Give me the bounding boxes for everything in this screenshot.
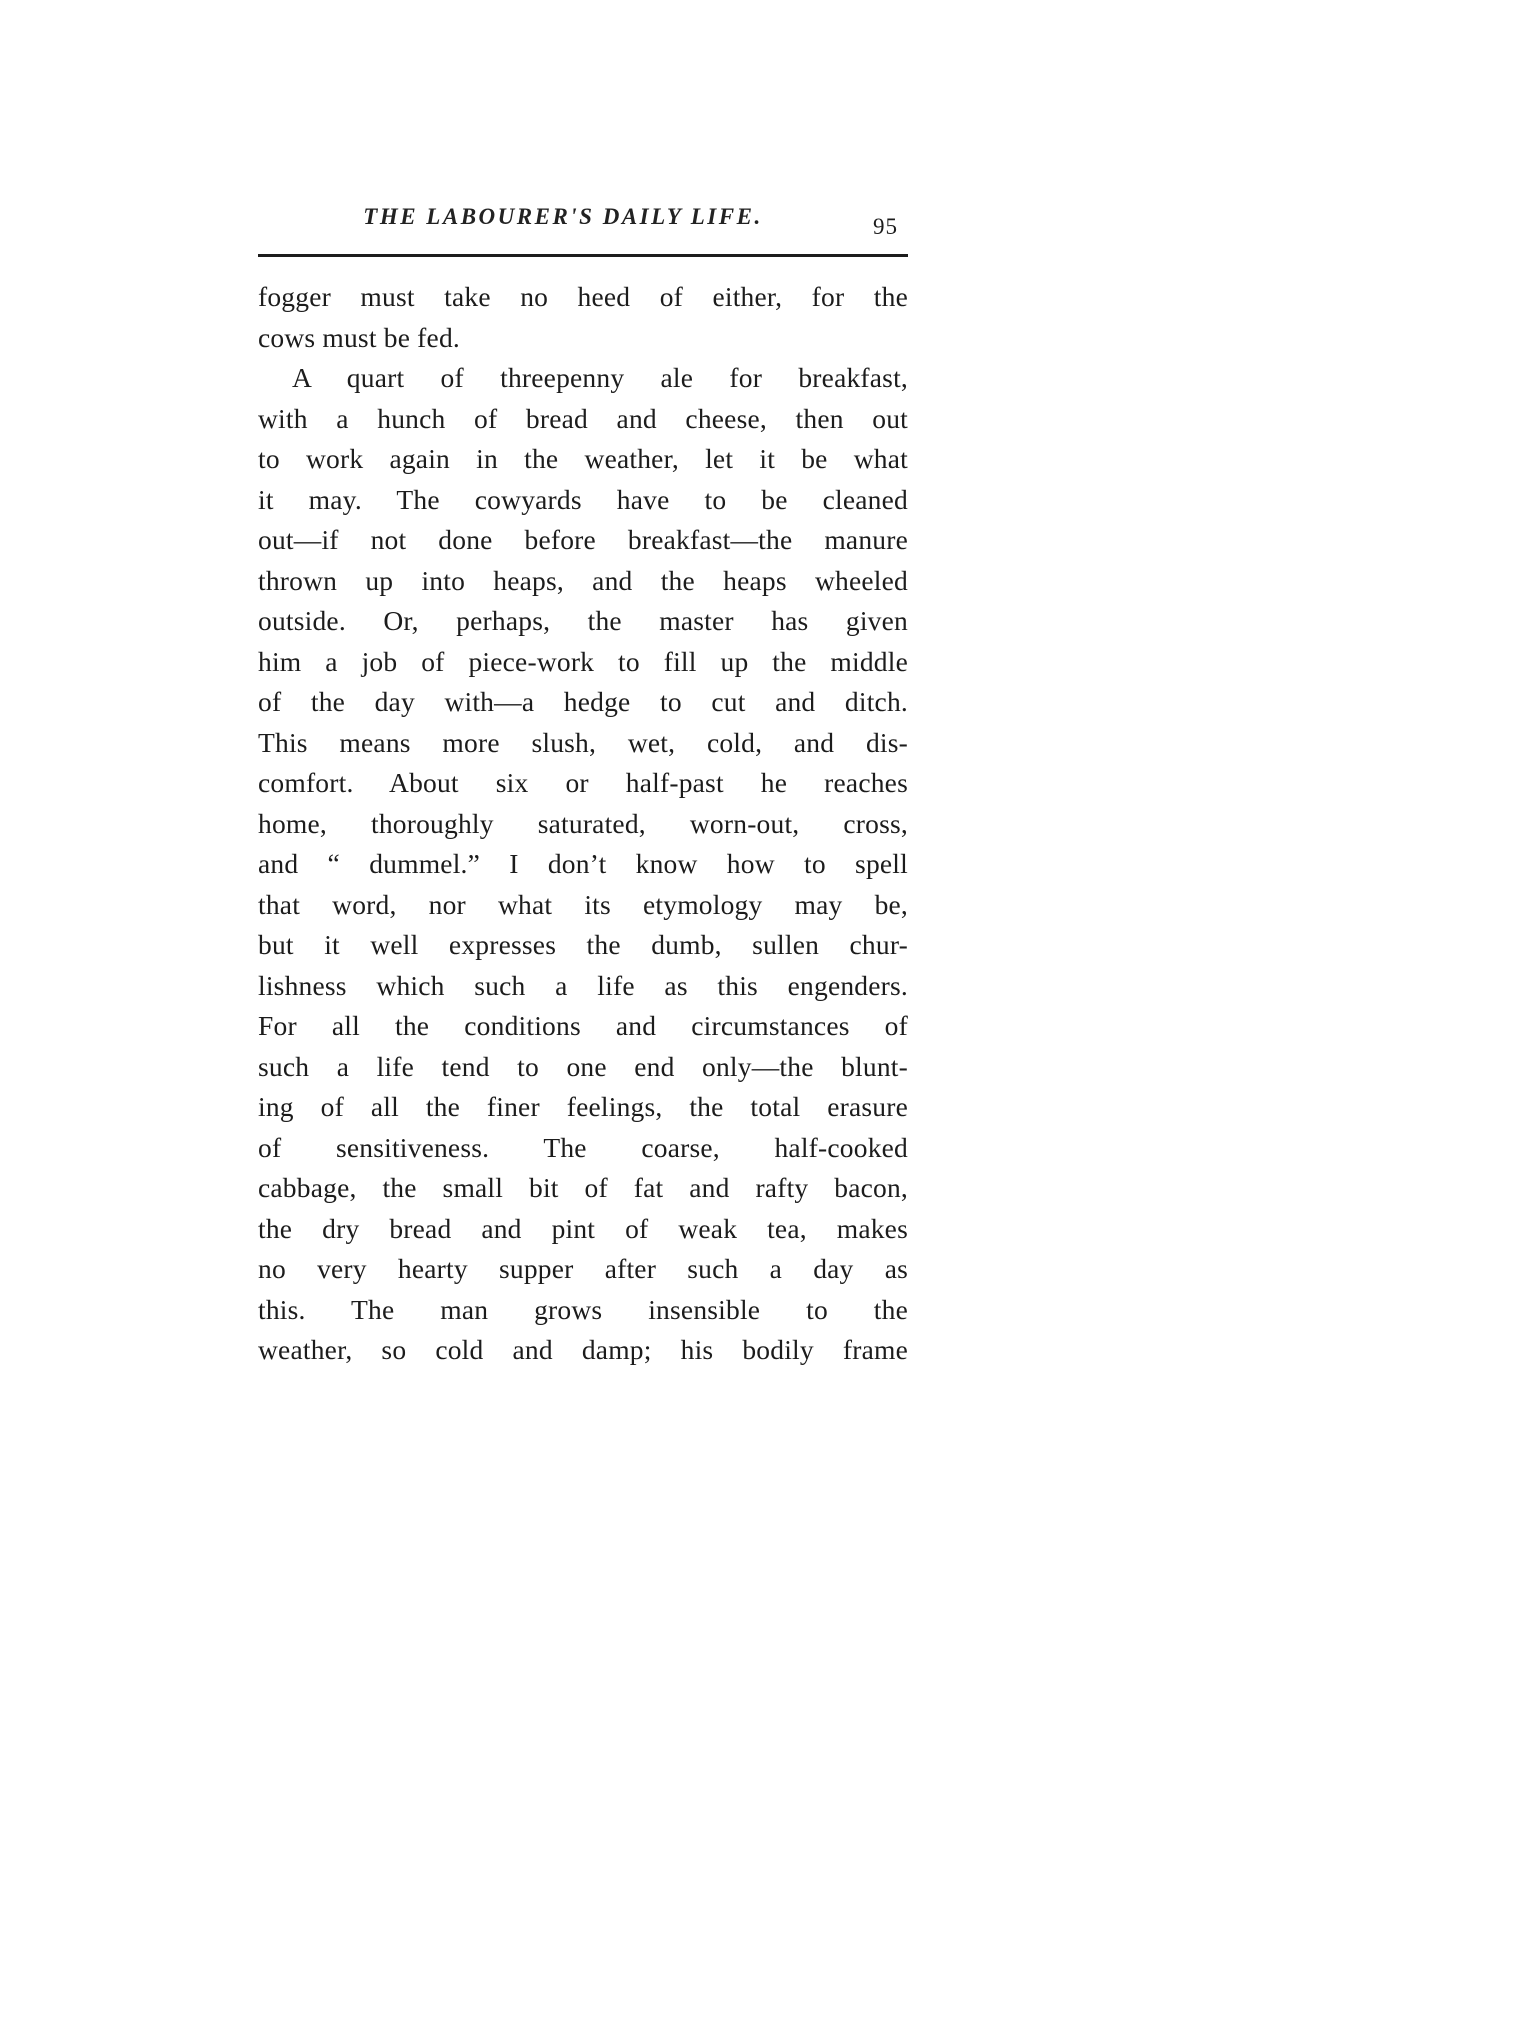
- body-text: [258, 277, 908, 1371]
- text-line: For all the conditions and circumstances of: [258, 1010, 908, 1041]
- text-line: This means more slush, wet, cold, and dis-: [258, 726, 908, 758]
- page-number: 95: [873, 214, 898, 239]
- text-line: weather, so cold and damp; his bodily frame: [258, 1334, 908, 1365]
- header-rule: [258, 254, 908, 257]
- text-line: lishness which such a life as this engenders.: [258, 969, 908, 1001]
- text-line: cabbage, the small bit of fat and rafty bacon,: [258, 1172, 908, 1203]
- text-line: to work again in the weather, let it be what: [258, 443, 908, 474]
- text-line: ing of all the finer feelings, the total erasure: [258, 1091, 908, 1122]
- text-line: no very hearty supper after such a day as: [258, 1253, 908, 1284]
- text-line: it may. The cowyards have to be cleaned: [258, 483, 908, 515]
- text-line: him a job of piece-work to fill up the middle: [258, 645, 908, 677]
- text-line: outside. Or, perhaps, the master has given: [258, 605, 908, 636]
- text-line: out—if not done before breakfast—the manure: [258, 524, 908, 555]
- text-line: such a life tend to one end only—the blunt-: [258, 1050, 908, 1082]
- running-title: THE LABOURER'S DAILY LIFE.: [363, 204, 763, 229]
- text-line: comfort. About six or half-past he reaches: [258, 767, 908, 798]
- text-line: and “ dummel.” I don’t know how to spell: [258, 848, 908, 879]
- text-line: of sensitiveness. The coarse, half-cooked: [258, 1131, 908, 1163]
- text-line: A quart of threepenny ale for breakfast,: [292, 362, 908, 393]
- text-line: fogger must take no heed of either, for the: [258, 281, 908, 312]
- text-line: cows must be fed.: [258, 321, 460, 353]
- text-line: of the day with—a hedge to cut and ditch.: [258, 686, 908, 717]
- text-line: thrown up into heaps, and the heaps wheeled: [258, 564, 908, 596]
- text-line: with a hunch of bread and cheese, then out: [258, 402, 908, 434]
- text-line: that word, nor what its etymology may be,: [258, 888, 908, 920]
- text-line: the dry bread and pint of weak tea, makes: [258, 1212, 908, 1244]
- text-line: this. The man grows insensible to the: [258, 1293, 908, 1325]
- text-line: but it well expresses the dumb, sullen chur-: [258, 929, 908, 960]
- page-header: [258, 204, 908, 246]
- text-line: home, thoroughly saturated, worn-out, cross,: [258, 807, 908, 839]
- page-content: [258, 204, 908, 1371]
